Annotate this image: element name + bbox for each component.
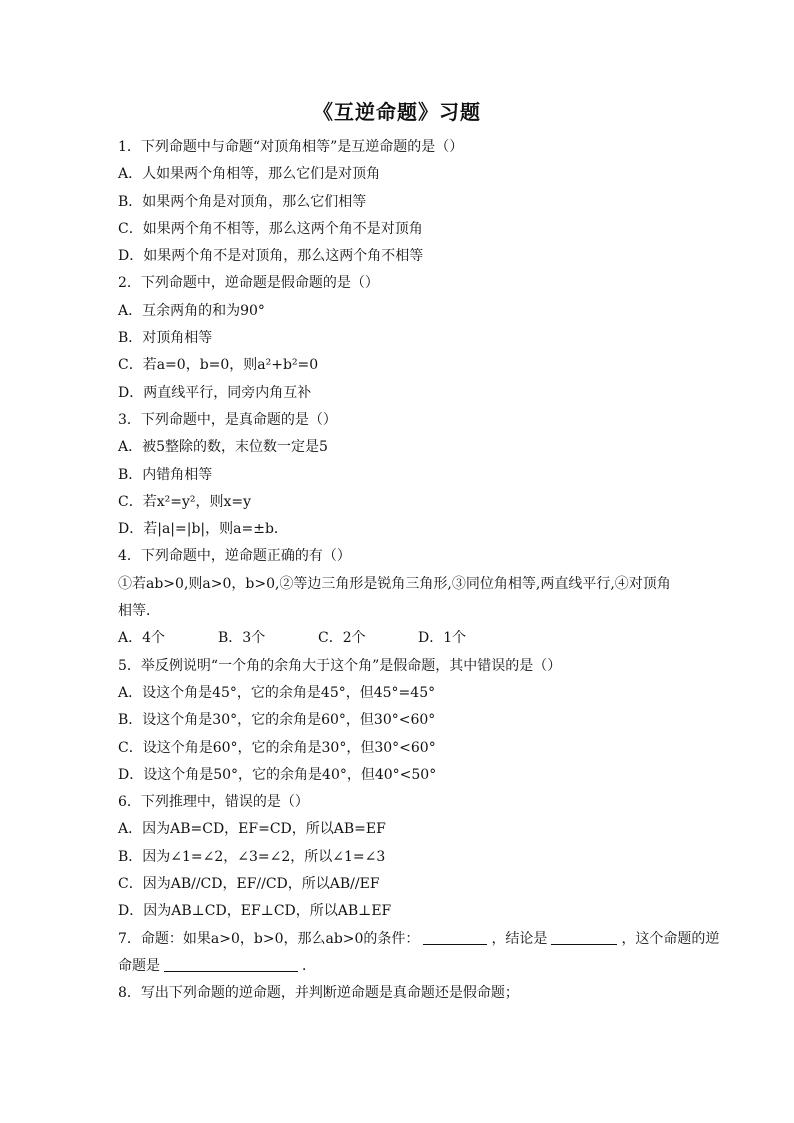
- question-2-option-b: B．对顶角相等: [118, 330, 213, 347]
- question-4-option-d: D．1个: [418, 630, 467, 647]
- answer-blank-conclusion[interactable]: [551, 930, 617, 945]
- question-6-option-b: B．因为∠1=∠2，∠3=∠2，所以∠1=∠3: [118, 848, 386, 865]
- page-title: 《互逆命题》习题: [313, 100, 481, 124]
- question-3-option-c: C．若x²=y²，则x=y: [118, 493, 252, 510]
- question-7-text-3: ，这个命题的逆: [621, 930, 720, 947]
- question-5-option-c: C．设这个角是60°，它的余角是30°，但30°<60°: [118, 739, 436, 756]
- question-1-option-d: D．如果两个角不是对顶角，那么这两个角不相等: [118, 248, 424, 265]
- answer-blank-condition[interactable]: [423, 930, 487, 945]
- question-4-option-b: B．3个: [218, 630, 266, 647]
- question-1-option-a: A．人如果两个角相等，那么它们是对顶角: [118, 166, 381, 183]
- question-7-text-5: ．: [302, 957, 316, 974]
- question-5-option-a: A．设这个角是45°，它的余角是45°，但45°=45°: [118, 684, 436, 701]
- question-7-line-2: [118, 953, 680, 980]
- question-4-options: [118, 625, 680, 652]
- question-2-option-a: A．互余两角的和为90°: [118, 302, 265, 319]
- answer-blank-converse[interactable]: [164, 957, 298, 972]
- question-6-stem: 6．下列推理中，错误的是（）: [118, 794, 309, 811]
- question-3-option-b: B．内错角相等: [118, 466, 213, 483]
- question-8-stem: 8．写出下列命题的逆命题，并判断逆命题是真命题还是假命题；: [118, 985, 519, 1002]
- question-7-text-2: ，结论是: [491, 930, 548, 947]
- question-7-line-1: [118, 926, 720, 953]
- question-6-option-c: C．因为AB//CD，EF//CD，所以AB//EF: [118, 876, 380, 893]
- question-3-stem: 3．下列命题中，是真命题的是（）: [118, 411, 337, 428]
- question-4-option-c: C．2个: [318, 630, 366, 647]
- question-4-body: ①若ab>0,则a>0，b>0,②等边三角形是锐角三角形,③同位角相等,两直线平行,④对顶角相等．: [118, 575, 671, 620]
- question-4-option-a: A．4个: [118, 630, 166, 647]
- question-5-stem: 5．举反例说明“一个角的余角大于这个角”是假命题，其中错误的是（）: [118, 657, 562, 674]
- question-3-option-a: A．被5整除的数，末位数一定是5: [118, 439, 328, 456]
- question-7-text-1: 7．命题：如果a>0，b>0，那么ab>0的条件：: [118, 930, 420, 947]
- question-2-stem: 2．下列命题中，逆命题是假命题的是（）: [118, 275, 379, 292]
- question-5-option-b: B．设这个角是30°，它的余角是60°，但30°<60°: [118, 712, 436, 729]
- question-2-option-d: D．两直线平行，同旁内角互补: [118, 384, 312, 401]
- question-7-text-4: 命题是: [118, 957, 160, 974]
- question-5-option-d: D．设这个角是50°，它的余角是40°，但40°<50°: [118, 766, 437, 783]
- question-1-option-b: B．如果两个角是对顶角，那么它们相等: [118, 193, 367, 210]
- question-6-option-d: D．因为AB⊥CD，EF⊥CD，所以AB⊥EF: [118, 903, 392, 920]
- exercise-content: [118, 134, 720, 1008]
- question-6-option-a: A．因为AB=CD，EF=CD，所以AB=EF: [118, 821, 386, 838]
- question-1-option-c: C．如果两个角不相等，那么这两个角不是对顶角: [118, 220, 423, 237]
- question-4-stem: 4．下列命题中，逆命题正确的有（）: [118, 548, 351, 565]
- question-1-stem: 1．下列命题中与命题“对顶角相等”是互逆命题的是（）: [118, 139, 464, 155]
- question-2-option-c: C．若a=0，b=0，则a²+b²=0: [118, 357, 319, 374]
- question-3-option-d: D．若|a|=|b|，则a=±b．: [118, 521, 288, 538]
